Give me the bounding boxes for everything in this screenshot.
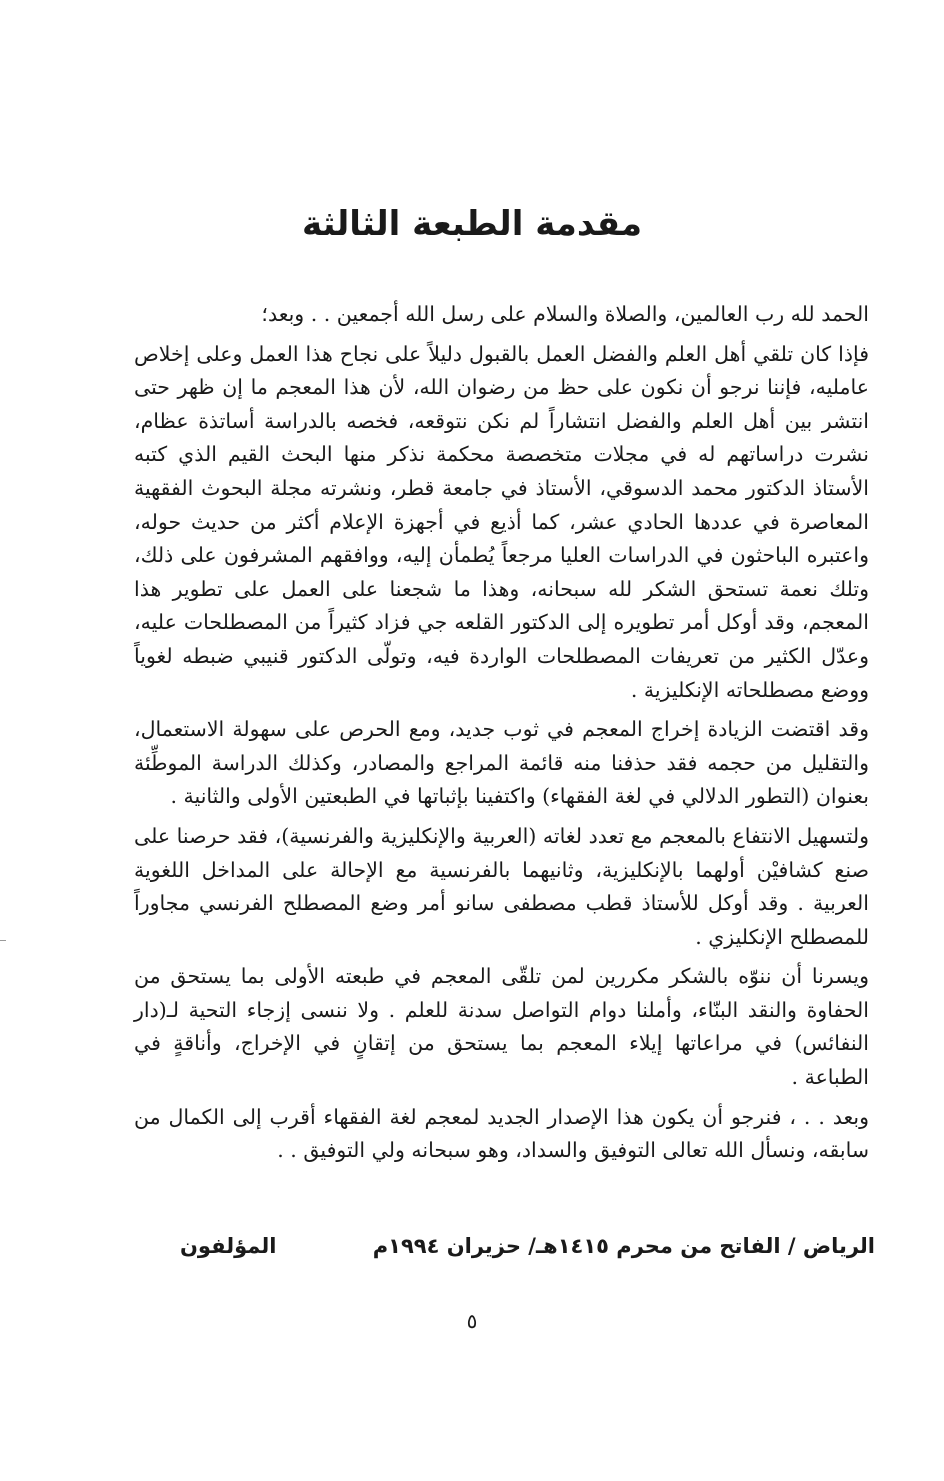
paragraph-reception: فإذا كان تلقي أهل العلم والفضل العمل بالقبول دليلاً على نجاح هذا العمل وعلى إخلاص عامليه، فإننا نرجو أن نكون على حظ من رضوان الله، لأن هذا المعجم ما إن ظهر حتى انتشر بين أهل العلم والفضل انتشاراً لم نكن نتوقعه، فخصه بالدراسة أساتذة عظام، نشرت دراساتهم له في مجلات متخصصة محكمة نذكر منها البحث القيم الذي كتبه الأستاذ الدكتور محمد الدسوقي، الأستاذ في جامعة قطر، ونشرته مجلة البحوث الفقهية المعاصرة في عددها الحادي عشر، كما أذيع في أجهزة الإعلام أكثر من حديث حوله، واعتبره الباحثون في الدراسات العليا مرجعاً يُطمأن إليه، ووافقهم المشرفون على ذلك، وتلك نعمة تستحق الشكر لله سبحانه، وهذا ما شجعنا على العمل على تطوير هذا المعجم، وقد أوكل أمر تطويره إلى الدكتور القلعه جي فزاد كثيراً من المصطلحات عليه، وعدّل الكثير من تعريفات المصطلحات الواردة فيه، وتولّى الدكتور قنيبي ضبطه لغوياً ووضع مصطلحاته الإنكليزية .: [134, 341, 869, 702]
paragraph-indexes: ولتسهيل الانتفاع بالمعجم مع تعدد لغاته (العربية والإنكليزية والفرنسية)، فقد حرصنا على صنع كشافيْن أولهما بالإنكليزية، وثانيهما بالفرنسية مع الإحالة على المداخل اللغوية العربية . وقد أوكل للأستاذ قطب مصطفى سانو أمر وضع المصطلح الفرنسي مجاوراً للمصطلح الإنكليزي .: [134, 823, 869, 949]
paragraph-opening: الحمد لله رب العالمين، والصلاة والسلام على رسل الله أجمعين . . وبعد؛: [261, 302, 869, 326]
signature-line: [170, 1226, 875, 1266]
signature-authors: المؤلفون: [180, 1234, 277, 1258]
paragraph-thanks: ويسرنا أن ننوّه بالشكر مكررين لمن تلقّى المعجم في طبعته الأولى بما يستحق من الحفاوة والنقد البنّاء، وأملنا دوام التواصل سدنة للعلم . ولا ننسى إزجاء التحية لـ(دار النفائس) في مراعاتها إيلاء المعجم بما يستحق من إتقانٍ في الإخراج، وأناقةٍ في الطباعة .: [134, 964, 869, 1090]
paragraph-new-edition: وقد اقتضت الزيادة إخراج المعجم في ثوب جديد، ومع الحرص على سهولة الاستعمال، والتقليل من حجمه فقد حذفنا منه قائمة المراجع والمصادر، وكذلك الدراسة الموطِّئة بعنوان (التطور الدلالي في لغة الفقهاء) واكتفينا بإثباتها في الطبعتين الأولى والثانية .: [134, 717, 869, 809]
page-number: ٥: [466, 1309, 478, 1333]
margin-tick: [0, 940, 6, 941]
signature-place-date: الرياض / الفاتح من محرم ١٤١٥هـ/ حزيران ١٩٩٤م: [372, 1234, 875, 1258]
page-title: مقدمة الطبعة الثالثة: [301, 204, 643, 244]
preface-body: [134, 298, 869, 1174]
paragraph-closing: وبعد . . ، فنرجو أن يكون هذا الإصدار الجديد لمعجم لغة الفقهاء أقرب إلى الكمال من سابقه، ونسأل الله تعالى التوفيق والسداد، وهو سبحانه ولي التوفيق . .: [134, 1104, 869, 1163]
